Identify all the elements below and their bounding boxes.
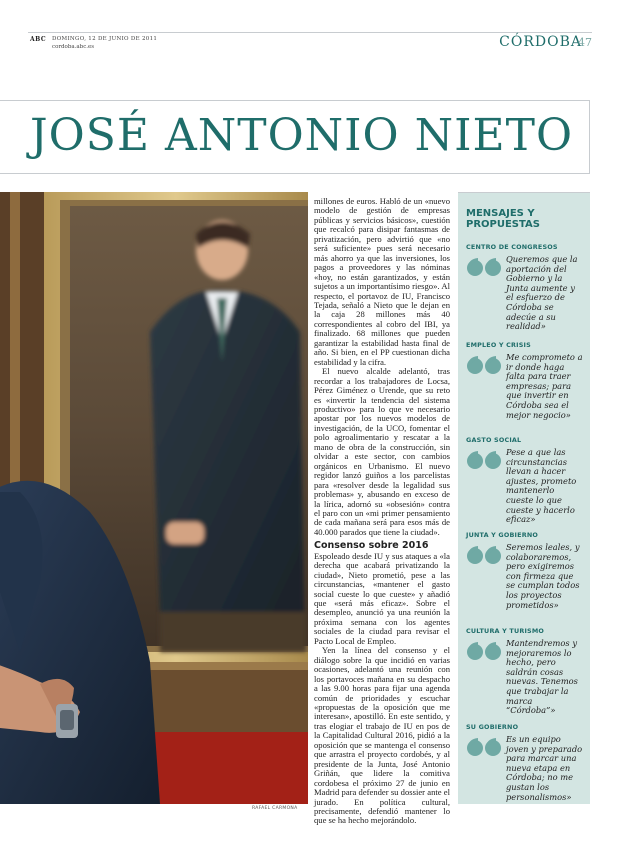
sidebar-section-cultura (466, 627, 584, 716)
issue-date: DOMINGO, 12 DE JUNIO DE 2011 (52, 36, 158, 42)
sidebar-section-head: EMPLEO Y CRISIS (466, 341, 531, 349)
sidebar-quote: Seremos leales, y colaboraremos, pero exigiremos con firmeza que se cumplan todos los proyectos prometidos» (466, 543, 584, 610)
article-paragraph: El nuevo alcalde adelantó, tras recordar a los trabajadores de Locsa, Pérez Giménez o Urende, que su reto es «invertir la tendencia del sistema productivo» para lo que ve necesario apostar por los nuevos modelos de investigación, de la UCO, fomentar el polo agroalimentario y rescatar a la mano de obra de la construcción, sin olvidar a este sector, con cambios orgánicos en Urbanismo. El nuevo regidor lanzó guiños a los parcelistas para «resolver desde la legalidad sus problemas» y, abusando en exceso de la lírica, adornó su «obsesión» contra el paro con un «mi primer pensamiento de cada mañana será para esos más de 40.000 parados que tiene la ciudad». (314, 366, 450, 537)
sidebar-quote: Queremos que la aportación del Gobierno y la Junta aumente y el esfuerzo de Córdoba se adecúe a su realidad» (466, 255, 584, 332)
page-number: 47 (578, 36, 592, 49)
sidebar-section-head: CENTRO DE CONGRESOS (466, 243, 558, 251)
article-paragraph: millones de euros. Habló de un «nuevo modelo de gestión de empresas públicas y servicios básicos», cuestión que recalcó para disipar fantasmas de privatización, pero advirtió que «no será suficiente» pues será necesario más ahorro ya que las inversiones, los pagos a proveedores y las nóminas «hoy, no están garantizados, y están sujetos a un importantísimo riesgo». Al respecto, el portavoz de IU, Francisco Tejada, señaló a Nieto que le dejan en la caja 28 millones más 40 correspondientes al cobro del IBI, ya finalizado. 68 millones que pueden garantizar la estabilidad hasta final de año. Si bien, en el PP cuestionan dicha estabilidad y la cifra. (314, 196, 450, 367)
sidebar-section-head: GASTO SOCIAL (466, 436, 522, 444)
sidebar-section-head: CULTURA Y TURISMO (466, 627, 545, 635)
quote-mark-icon (466, 257, 504, 279)
photo-credit: RAFAEL CARMONA (252, 806, 298, 811)
page-title: JOSÉ ANTONIO NIETO (30, 110, 574, 161)
sidebar-section-congresos (466, 243, 584, 332)
sidebar-section-head: JUNTA Y GOBIERNO (466, 531, 538, 539)
sidebar-section-gasto (466, 436, 584, 525)
quote-mark-icon (466, 450, 504, 472)
sidebar-quote: Mantendremos y mejoraremos lo hecho, pero saldrán cosas nuevas. Tenemos que trabajar la marca “Córdoba”» (466, 639, 584, 716)
article-subhead: Consenso sobre 2016 (314, 540, 429, 552)
quote-mark-icon (466, 737, 504, 759)
section-name: CÓRDOBA (499, 34, 582, 50)
article-photo (0, 192, 308, 804)
sidebar-quote: Es un equipo joven y preparado para marcar una nueva etapa en Córdoba; no me gustan los personalismos» (466, 735, 584, 802)
header-rule (28, 32, 592, 33)
article-paragraph: Espoleado desde IU y sus ataques a «la derecha que acabará privatizando la ciudad», Nieto prometió, pese a las circunstancias, «mantener el gasto social cueste lo que cueste» y añadió que «será más eficaz». Sobre el desempleo, anunció ya una reunión la próxima semana con los agentes sociales de la ciudad para revisar el Pacto Local de Empleo. (314, 550, 450, 646)
quote-mark-icon (466, 641, 504, 663)
quote-mark-icon (466, 545, 504, 567)
site-url: cordoba.abc.es (52, 44, 95, 50)
sidebar-box (458, 192, 590, 804)
quote-mark-icon (466, 355, 504, 377)
sidebar-section-empleo (466, 341, 584, 420)
brand-logo: ABC (30, 36, 47, 43)
sidebar-quote: Me comprometo a ir donde haga falta para traer empresas; para que invertir en Córdoba sea el mejor negocio» (466, 353, 584, 420)
sidebar-quote: Pese a que las circunstancias llevan a hacer ajustes, prometo mantenerlo cueste lo que cueste y hacerlo eficaz» (466, 448, 584, 525)
article-body (314, 197, 450, 826)
sidebar-section-junta (466, 531, 584, 610)
photo-illustration (0, 192, 308, 804)
article-paragraph: Yen la línea del consenso y el diálogo sobre la que incidió en varias ocasiones, adelantó una reunión con los portavoces mañana en su despacho a las 9.00 horas para fijar una agenda común de prioridades y escuchar «propuestas de la oposición que me interesan», apostilló. En este sentido, y tras elogiar el trabajo de IU en pos de la Capitalidad Cultural 2016, pidió a la oposición que se mantenga el consenso que arrastra el proyecto cordobés, y al presidente de la Junta, José Antonio Griñán, que lidere la comitiva cordobesa el próximo 27 de junio en Madrid para defender su dossier ante el jurado. En política cultural, precisamente, defendió mantener lo que se ha hecho mejorándolo. (314, 645, 450, 826)
sidebar-title: MENSAJES Y PROPUESTAS (466, 208, 540, 230)
sidebar-section-gobierno (466, 723, 584, 802)
sidebar-section-head: SU GOBIERNO (466, 723, 519, 731)
